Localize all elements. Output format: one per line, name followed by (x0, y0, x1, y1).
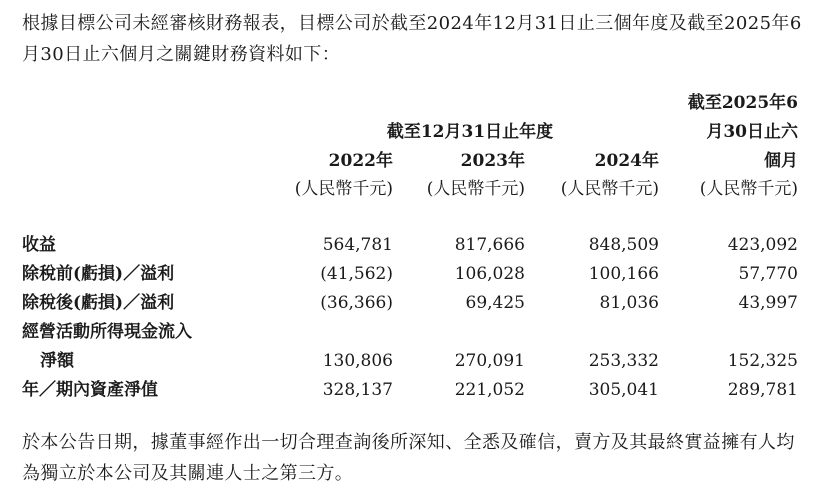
table-cell: 106,028 (454, 264, 525, 284)
table-cell: 69,425 (465, 293, 525, 313)
table-cell: 57,770 (738, 264, 798, 284)
table-cell: 130,806 (322, 351, 393, 371)
table-cell: 289,781 (727, 380, 798, 400)
row-label-profit-after-tax: 除稅後(虧損)／溢利 (22, 293, 175, 313)
table-cell: 305,041 (588, 380, 659, 400)
table-cell: 221,052 (454, 380, 525, 400)
row-label-net-assets: 年／期內資產淨值 (22, 380, 158, 400)
table-cell: 43,997 (738, 293, 798, 313)
latest-period-header-line2: 月30日止六 (706, 122, 798, 142)
table-cell: 328,137 (322, 380, 393, 400)
column-unit-2023: (人民幣千元) (426, 179, 525, 199)
table-cell: 564,781 (322, 235, 393, 255)
table-cell: 817,666 (454, 235, 525, 255)
table-cell: 270,091 (454, 351, 525, 371)
table-cell: 423,092 (727, 235, 798, 255)
column-year-2022: 2022年 (328, 151, 393, 171)
column-year-2024: 2024年 (594, 151, 659, 171)
table-cell: 152,325 (727, 351, 798, 371)
period-group-header: 截至12月31日止年度 (386, 122, 554, 142)
table-cell: 253,332 (588, 351, 659, 371)
row-label-operating-cash-flow: 經營活動所得現金流入 (22, 322, 192, 342)
row-label-operating-cash-flow-cont: 淨額 (40, 351, 74, 371)
latest-period-header-line1: 截至2025年6 (687, 93, 798, 113)
table-cell: 81,036 (599, 293, 659, 313)
closing-paragraph: 於本公告日期，據董事經作出一切合理查詢後所深知、全悉及確信，賣方及其最終實益擁有人均為獨立於本公司及其關連人士之第三方。 (22, 432, 795, 484)
table-cell: 100,166 (588, 264, 659, 284)
column-unit-2024: (人民幣千元) (560, 179, 659, 199)
table-cell: 848,509 (588, 235, 659, 255)
column-unit-latest: (人民幣千元) (699, 179, 798, 199)
table-cell: (41,562) (320, 264, 393, 284)
latest-period-header-line3: 個月 (764, 151, 798, 171)
column-unit-2022: (人民幣千元) (294, 179, 393, 199)
row-label-revenue: 收益 (22, 235, 56, 255)
row-label-profit-before-tax: 除稅前(虧損)／溢利 (22, 264, 175, 284)
table-cell: (36,366) (320, 293, 393, 313)
column-year-2023: 2023年 (460, 151, 525, 171)
intro-paragraph: 根據目標公司未經審核財務報表，目標公司於截至2024年12月31日止三個年度及截至2025年6月30日止六個月之關鍵財務資料如下： (22, 13, 802, 65)
